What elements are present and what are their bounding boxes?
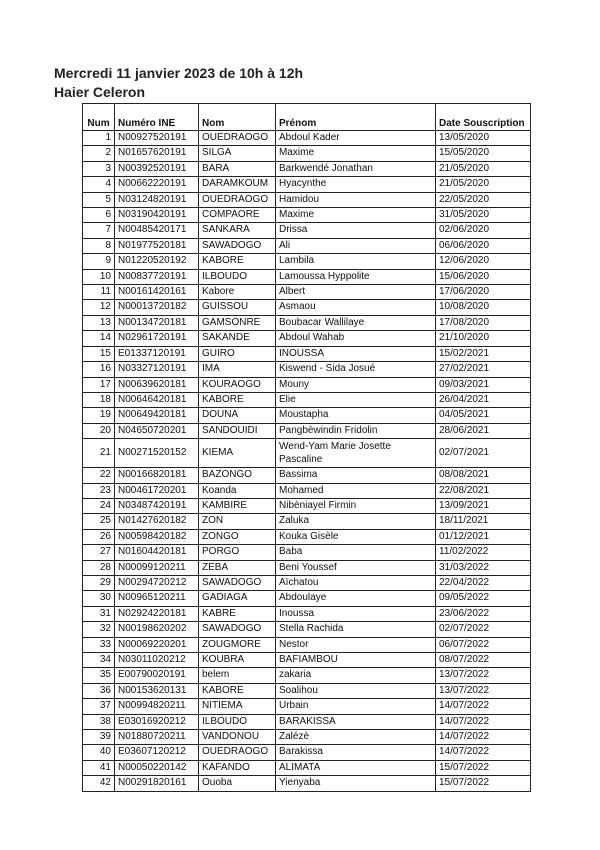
row-nom-cell: GUISSOU: [199, 300, 276, 315]
row-prenom-cell: Baba: [276, 545, 436, 560]
row-date-cell: 06/06/2020: [436, 238, 531, 253]
table-row: [83, 498, 531, 513]
row-nom-cell: SILGA: [199, 146, 276, 161]
column-header-ine: Numéro INE: [115, 104, 199, 131]
table-body: [83, 131, 531, 792]
row-date-cell: 12/06/2020: [436, 254, 531, 269]
row-ine-cell: N00013720182: [115, 300, 199, 315]
row-date-cell: 21/05/2020: [436, 177, 531, 192]
table-row: [83, 683, 531, 698]
row-nom-cell: KABORE: [199, 392, 276, 407]
row-prenom-cell: INOUSSA: [276, 346, 436, 361]
row-num-cell: 20: [83, 423, 115, 438]
row-ine-cell: N00662220191: [115, 177, 199, 192]
row-nom-cell: SAWADOGO: [199, 238, 276, 253]
row-prenom-cell: Elie: [276, 392, 436, 407]
row-date-cell: 09/03/2021: [436, 377, 531, 392]
row-ine-cell: N00198620202: [115, 622, 199, 637]
row-date-cell: 27/02/2021: [436, 362, 531, 377]
table-header: [83, 104, 531, 131]
row-ine-cell: N01880720211: [115, 730, 199, 745]
table-row: [83, 483, 531, 498]
row-ine-cell: N00291820161: [115, 776, 199, 791]
row-prenom-cell: Abdoul Wahab: [276, 331, 436, 346]
row-prenom-cell: BARAKISSA: [276, 714, 436, 729]
row-ine-cell: N03124820191: [115, 192, 199, 207]
table-row: [83, 699, 531, 714]
row-nom-cell: OUEDRAOGO: [199, 131, 276, 146]
row-prenom-cell: Abdoulaye: [276, 591, 436, 606]
row-ine-cell: N00161420161: [115, 285, 199, 300]
row-nom-cell: GUIRO: [199, 346, 276, 361]
row-nom-cell: belem: [199, 668, 276, 683]
row-num-cell: 4: [83, 177, 115, 192]
row-date-cell: 15/06/2020: [436, 269, 531, 284]
row-ine-cell: N01427620182: [115, 514, 199, 529]
row-nom-cell: KOURAOGO: [199, 377, 276, 392]
row-date-cell: 17/08/2020: [436, 315, 531, 330]
row-prenom-cell: Mohamed: [276, 483, 436, 498]
row-ine-cell: N02924220181: [115, 606, 199, 621]
row-prenom-cell: Hamidou: [276, 192, 436, 207]
row-nom-cell: SAKANDE: [199, 331, 276, 346]
row-nom-cell: ZEBA: [199, 560, 276, 575]
row-prenom-cell: Kiswend - Sida Josué: [276, 362, 436, 377]
table-row: [83, 377, 531, 392]
row-num-cell: 12: [83, 300, 115, 315]
table-row: [83, 392, 531, 407]
row-num-cell: 18: [83, 392, 115, 407]
row-nom-cell: DARAMKOUM: [199, 177, 276, 192]
table-row: [83, 575, 531, 590]
row-nom-cell: ILBOUDO: [199, 269, 276, 284]
row-ine-cell: N03011020212: [115, 653, 199, 668]
table-row: [83, 668, 531, 683]
row-nom-cell: KABRE: [199, 606, 276, 621]
row-num-cell: 42: [83, 776, 115, 791]
table-row: [83, 362, 531, 377]
row-nom-cell: SANKARA: [199, 223, 276, 238]
row-date-cell: 13/07/2022: [436, 683, 531, 698]
row-nom-cell: BARA: [199, 161, 276, 176]
row-nom-cell: ZOUGMORE: [199, 637, 276, 652]
row-date-cell: 04/05/2021: [436, 408, 531, 423]
row-prenom-cell: Lambila: [276, 254, 436, 269]
row-ine-cell: N03487420191: [115, 498, 199, 513]
row-num-cell: 26: [83, 529, 115, 544]
row-prenom-cell: Drissa: [276, 223, 436, 238]
row-prenom-cell: Stella Rachida: [276, 622, 436, 637]
row-ine-cell: N00069220201: [115, 637, 199, 652]
row-date-cell: 10/08/2020: [436, 300, 531, 315]
table-row: [83, 254, 531, 269]
row-ine-cell: N00271520152: [115, 439, 199, 468]
row-num-cell: 35: [83, 668, 115, 683]
table-row: [83, 514, 531, 529]
row-prenom-cell: Urbain: [276, 699, 436, 714]
table-row: [83, 730, 531, 745]
table-row: [83, 208, 531, 223]
row-ine-cell: N03327120191: [115, 362, 199, 377]
row-num-cell: 14: [83, 331, 115, 346]
row-date-cell: 15/07/2022: [436, 760, 531, 775]
row-num-cell: 21: [83, 439, 115, 468]
row-num-cell: 1: [83, 131, 115, 146]
row-date-cell: 15/07/2022: [436, 776, 531, 791]
row-ine-cell: N00598420182: [115, 529, 199, 544]
row-nom-cell: IMA: [199, 362, 276, 377]
row-nom-cell: VANDONOU: [199, 730, 276, 745]
row-prenom-cell: Beni Youssef: [276, 560, 436, 575]
row-date-cell: 02/07/2021: [436, 439, 531, 468]
table-row: [83, 714, 531, 729]
row-nom-cell: ZONGO: [199, 529, 276, 544]
table-row: [83, 606, 531, 621]
row-nom-cell: OUEDRAOGO: [199, 745, 276, 760]
row-num-cell: 32: [83, 622, 115, 637]
row-num-cell: 5: [83, 192, 115, 207]
row-date-cell: 08/07/2022: [436, 653, 531, 668]
row-prenom-cell: BAFIAMBOU: [276, 653, 436, 668]
row-num-cell: 7: [83, 223, 115, 238]
row-prenom-cell: Barkwendé Jonathan: [276, 161, 436, 176]
row-nom-cell: SANDOUIDI: [199, 423, 276, 438]
row-ine-cell: E03016920212: [115, 714, 199, 729]
row-nom-cell: Kabore: [199, 285, 276, 300]
row-num-cell: 19: [83, 408, 115, 423]
table-row: [83, 622, 531, 637]
table-row: [83, 161, 531, 176]
session-date-title: Mercredi 11 janvier 2023 de 10h à 12h: [54, 65, 304, 81]
row-date-cell: 15/02/2021: [436, 346, 531, 361]
row-num-cell: 39: [83, 730, 115, 745]
row-date-cell: 11/02/2022: [436, 545, 531, 560]
row-date-cell: 14/07/2022: [436, 699, 531, 714]
row-ine-cell: N00153620131: [115, 683, 199, 698]
table-row: [83, 192, 531, 207]
row-date-cell: 06/07/2022: [436, 637, 531, 652]
row-nom-cell: ILBOUDO: [199, 714, 276, 729]
row-num-cell: 8: [83, 238, 115, 253]
row-ine-cell: N00639620181: [115, 377, 199, 392]
row-prenom-cell: Zalézè: [276, 730, 436, 745]
row-num-cell: 27: [83, 545, 115, 560]
row-date-cell: 31/03/2022: [436, 560, 531, 575]
row-prenom-cell: ALIMATA: [276, 760, 436, 775]
row-ine-cell: N00050220142: [115, 760, 199, 775]
table-row: [83, 745, 531, 760]
row-prenom-cell: Barakissa: [276, 745, 436, 760]
row-ine-cell: N04650720201: [115, 423, 199, 438]
row-num-cell: 25: [83, 514, 115, 529]
row-ine-cell: N00965120211: [115, 591, 199, 606]
row-num-cell: 9: [83, 254, 115, 269]
row-prenom-cell: Nibèniayel Firmin: [276, 498, 436, 513]
table-row: [83, 223, 531, 238]
row-nom-cell: KAMBIRE: [199, 498, 276, 513]
row-nom-cell: KABORE: [199, 254, 276, 269]
row-date-cell: 14/07/2022: [436, 714, 531, 729]
row-prenom-cell: Inoussa: [276, 606, 436, 621]
row-ine-cell: N00649420181: [115, 408, 199, 423]
row-ine-cell: N00134720181: [115, 315, 199, 330]
table-row: [83, 760, 531, 775]
row-prenom-cell: Albert: [276, 285, 436, 300]
row-prenom-cell: Yienyaba: [276, 776, 436, 791]
column-header-date: Date Souscription: [436, 104, 531, 131]
row-prenom-cell: Mouny: [276, 377, 436, 392]
row-num-cell: 28: [83, 560, 115, 575]
row-prenom-cell: Zaluka: [276, 514, 436, 529]
column-header-nom: Nom: [199, 104, 276, 131]
table-row: [83, 423, 531, 438]
table-row: [83, 591, 531, 606]
document-heading: [54, 64, 303, 102]
row-ine-cell: N01977520181: [115, 238, 199, 253]
row-date-cell: 22/08/2021: [436, 483, 531, 498]
row-num-cell: 41: [83, 760, 115, 775]
row-ine-cell: N00837720191: [115, 269, 199, 284]
table-row: [83, 285, 531, 300]
row-ine-cell: N00485420171: [115, 223, 199, 238]
row-num-cell: 36: [83, 683, 115, 698]
row-date-cell: 01/12/2021: [436, 529, 531, 544]
row-date-cell: 21/05/2020: [436, 161, 531, 176]
table-row: [83, 653, 531, 668]
row-date-cell: 18/11/2021: [436, 514, 531, 529]
table-row: [83, 776, 531, 791]
row-num-cell: 23: [83, 483, 115, 498]
row-nom-cell: COMPAORE: [199, 208, 276, 223]
row-ine-cell: N00646420181: [115, 392, 199, 407]
row-num-cell: 22: [83, 468, 115, 483]
row-prenom-cell: Wend-Yam Marie Josette Pascaline: [276, 439, 436, 468]
row-num-cell: 16: [83, 362, 115, 377]
row-ine-cell: N01604420181: [115, 545, 199, 560]
row-ine-cell: N01220520192: [115, 254, 199, 269]
table-row: [83, 238, 531, 253]
row-nom-cell: PORGO: [199, 545, 276, 560]
column-header-prenom: Prénom: [276, 104, 436, 131]
row-date-cell: 15/05/2020: [436, 146, 531, 161]
row-ine-cell: N00099120211: [115, 560, 199, 575]
row-date-cell: 17/06/2020: [436, 285, 531, 300]
table-row: [83, 439, 531, 468]
row-date-cell: 13/05/2020: [436, 131, 531, 146]
row-ine-cell: N00461720201: [115, 483, 199, 498]
table-row: [83, 315, 531, 330]
row-num-cell: 31: [83, 606, 115, 621]
row-ine-cell: N01657620191: [115, 146, 199, 161]
row-prenom-cell: Lamoussa Hyppolite: [276, 269, 436, 284]
row-prenom-cell: Maxime: [276, 208, 436, 223]
row-nom-cell: GADIAGA: [199, 591, 276, 606]
table-row: [83, 300, 531, 315]
row-ine-cell: N00927520191: [115, 131, 199, 146]
row-nom-cell: ZON: [199, 514, 276, 529]
row-date-cell: 31/05/2020: [436, 208, 531, 223]
row-num-cell: 33: [83, 637, 115, 652]
row-ine-cell: N03190420191: [115, 208, 199, 223]
row-nom-cell: Koanda: [199, 483, 276, 498]
row-prenom-cell: Moustapha: [276, 408, 436, 423]
row-prenom-cell: Soalihou: [276, 683, 436, 698]
row-ine-cell: N00166820181: [115, 468, 199, 483]
subscription-table: [82, 103, 531, 792]
row-ine-cell: E03607120212: [115, 745, 199, 760]
row-nom-cell: KOUBRA: [199, 653, 276, 668]
row-ine-cell: N00392520191: [115, 161, 199, 176]
row-num-cell: 24: [83, 498, 115, 513]
row-nom-cell: DOUNA: [199, 408, 276, 423]
row-nom-cell: OUEDRAOGO: [199, 192, 276, 207]
row-nom-cell: NITIEMA: [199, 699, 276, 714]
row-nom-cell: KIEMA: [199, 439, 276, 468]
row-num-cell: 30: [83, 591, 115, 606]
row-date-cell: 02/06/2020: [436, 223, 531, 238]
row-ine-cell: E01337120191: [115, 346, 199, 361]
row-nom-cell: SAWADOGO: [199, 575, 276, 590]
row-date-cell: 21/10/2020: [436, 331, 531, 346]
row-ine-cell: N00294720212: [115, 575, 199, 590]
row-num-cell: 40: [83, 745, 115, 760]
row-num-cell: 13: [83, 315, 115, 330]
table-row: [83, 177, 531, 192]
row-prenom-cell: Nestor: [276, 637, 436, 652]
row-prenom-cell: Pangbèwindin Fridolin: [276, 423, 436, 438]
row-ine-cell: E00790020191: [115, 668, 199, 683]
row-date-cell: 13/07/2022: [436, 668, 531, 683]
header-row: [83, 104, 531, 131]
row-ine-cell: N02961720191: [115, 331, 199, 346]
row-num-cell: 29: [83, 575, 115, 590]
row-nom-cell: KABORE: [199, 683, 276, 698]
row-date-cell: 13/09/2021: [436, 498, 531, 513]
table-row: [83, 408, 531, 423]
row-date-cell: 26/04/2021: [436, 392, 531, 407]
row-date-cell: 22/05/2020: [436, 192, 531, 207]
row-num-cell: 15: [83, 346, 115, 361]
row-prenom-cell: Abdoul Kader: [276, 131, 436, 146]
row-num-cell: 38: [83, 714, 115, 729]
row-date-cell: 08/08/2021: [436, 468, 531, 483]
row-num-cell: 2: [83, 146, 115, 161]
row-date-cell: 14/07/2022: [436, 745, 531, 760]
row-nom-cell: KAFANDO: [199, 760, 276, 775]
row-date-cell: 09/05/2022: [436, 591, 531, 606]
row-prenom-cell: Aïchatou: [276, 575, 436, 590]
row-prenom-cell: Asmaou: [276, 300, 436, 315]
row-date-cell: 14/07/2022: [436, 730, 531, 745]
row-nom-cell: BAZONGO: [199, 468, 276, 483]
row-num-cell: 34: [83, 653, 115, 668]
table-row: [83, 560, 531, 575]
row-nom-cell: Ouoba: [199, 776, 276, 791]
row-date-cell: 02/07/2022: [436, 622, 531, 637]
table-row: [83, 529, 531, 544]
table-row: [83, 269, 531, 284]
row-prenom-cell: Bassima: [276, 468, 436, 483]
table-row: [83, 346, 531, 361]
table-row: [83, 545, 531, 560]
row-date-cell: 22/04/2022: [436, 575, 531, 590]
row-num-cell: 11: [83, 285, 115, 300]
table-row: [83, 637, 531, 652]
row-num-cell: 10: [83, 269, 115, 284]
row-prenom-cell: Ali: [276, 238, 436, 253]
row-nom-cell: GAMSONRE: [199, 315, 276, 330]
table-row: [83, 468, 531, 483]
row-prenom-cell: zakaria: [276, 668, 436, 683]
row-prenom-cell: Hyacynthe: [276, 177, 436, 192]
table-row: [83, 146, 531, 161]
row-date-cell: 28/06/2021: [436, 423, 531, 438]
row-ine-cell: N00994820211: [115, 699, 199, 714]
row-prenom-cell: Kouka Gisèle: [276, 529, 436, 544]
row-num-cell: 17: [83, 377, 115, 392]
row-num-cell: 6: [83, 208, 115, 223]
product-subtitle: Haier Celeron: [54, 84, 146, 100]
row-nom-cell: SAWADOGO: [199, 622, 276, 637]
row-date-cell: 23/06/2022: [436, 606, 531, 621]
table-row: [83, 131, 531, 146]
table-row: [83, 331, 531, 346]
row-num-cell: 37: [83, 699, 115, 714]
column-header-num: Num: [83, 104, 115, 131]
row-prenom-cell: Boubacar Wallilaye: [276, 315, 436, 330]
row-prenom-cell: Maxime: [276, 146, 436, 161]
row-num-cell: 3: [83, 161, 115, 176]
